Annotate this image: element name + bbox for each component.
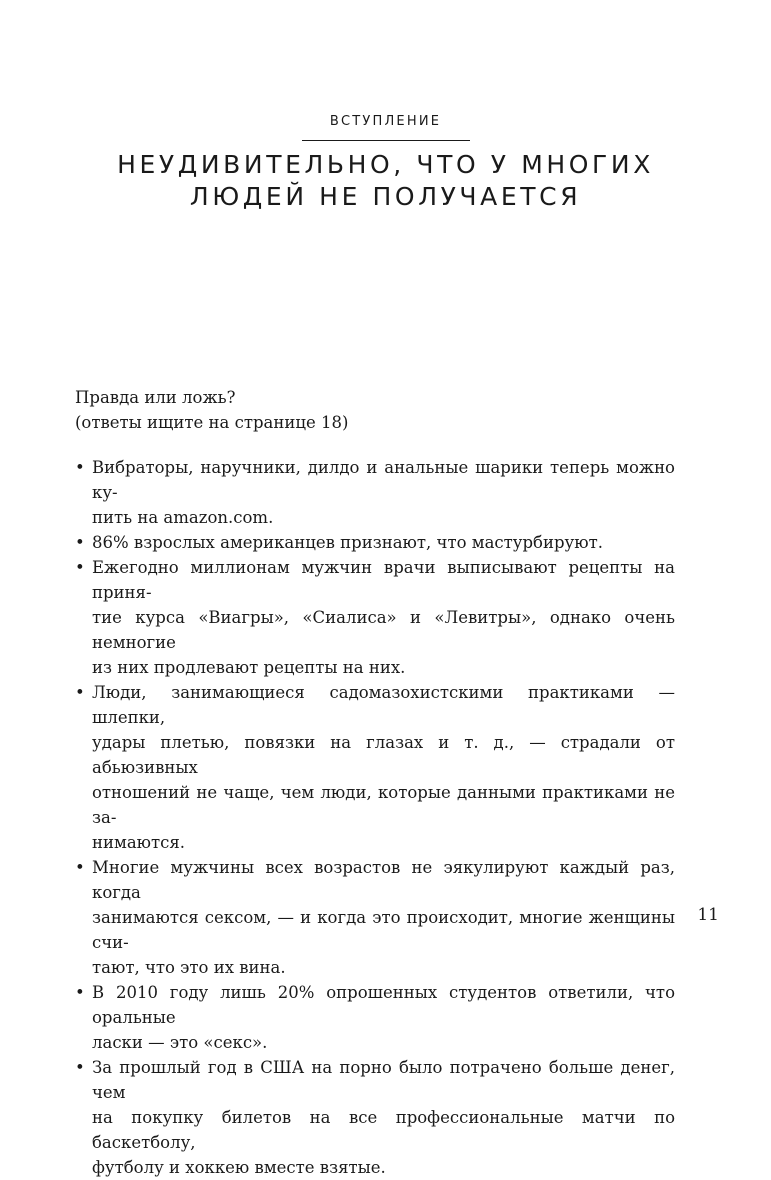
chapter-title <box>0 149 771 213</box>
fact-line: занимаются сексом, — и когда это происходит, многие женщины счи- <box>92 908 675 952</box>
fact-line: отношений не чаще, чем люди, которые данными практиками не за- <box>92 783 675 827</box>
fact-item <box>75 680 675 855</box>
chapter-title-line-2: ЛЮДЕЙ НЕ ПОЛУЧАЕТСЯ <box>189 182 582 211</box>
bullet-icon: • <box>75 683 85 702</box>
bullet-icon: • <box>75 983 85 1002</box>
fact-item <box>75 530 675 555</box>
fact-item <box>75 555 675 680</box>
fact-line: ласки — это «секс». <box>92 1033 268 1052</box>
bullet-icon: • <box>75 533 85 552</box>
intro-question: Правда или ложь? <box>75 388 236 407</box>
intro-hint: (ответы ищите на странице 18) <box>75 413 349 432</box>
fact-line: 86% взрослых американцев признают, что мастурбируют. <box>92 533 604 552</box>
fact-line: Многие мужчины всех возрастов не эякулируют каждый раз, когда <box>92 858 675 902</box>
fact-line: пить на amazon.com. <box>92 508 274 527</box>
bullet-icon: • <box>75 458 85 477</box>
fact-line: тие курса «Виагры», «Сиалиса» и «Левитры», однако очень немногие <box>92 608 675 652</box>
bullet-icon: • <box>75 1058 85 1077</box>
bullet-icon: • <box>75 558 85 577</box>
fact-item <box>75 455 675 530</box>
page-number: 11 <box>697 905 719 925</box>
fact-line: удары плетью, повязки на глазах и т. д., — страдали от абьюзивных <box>92 733 675 777</box>
fact-line: из них продлевают рецепты на них. <box>92 658 406 677</box>
chapter-label-underline <box>302 140 470 141</box>
chapter-title-line-1: НЕУДИВИТЕЛЬНО, ЧТО У МНОГИХ <box>117 150 654 179</box>
fact-line: нимаются. <box>92 833 186 852</box>
bullet-icon: • <box>75 858 85 877</box>
fact-line: Ежегодно миллионам мужчин врачи выписывают рецепты на приня- <box>92 558 675 602</box>
fact-item <box>75 1055 675 1180</box>
fact-line: Вибраторы, наручники, дилдо и анальные шарики теперь можно ку- <box>92 458 675 502</box>
fact-line: тают, что это их вина. <box>92 958 286 977</box>
fact-line: футболу и хоккею вместе взятые. <box>92 1158 386 1177</box>
intro-block <box>75 385 695 435</box>
chapter-label: ВСТУПЛЕНИЕ <box>329 114 442 129</box>
fact-line: За прошлый год в США на порно было потрачено больше денег, чем <box>92 1058 675 1102</box>
fact-item <box>75 855 675 980</box>
fact-line: на покупку билетов на все профессиональные матчи по баскетболу, <box>92 1108 675 1152</box>
fact-line: Люди, занимающиеся садомазохистскими практиками — шлепки, <box>92 683 675 727</box>
fact-item <box>75 980 675 1055</box>
facts-list <box>75 455 675 1180</box>
fact-line: В 2010 году лишь 20% опрошенных студентов ответили, что оральные <box>92 983 675 1027</box>
